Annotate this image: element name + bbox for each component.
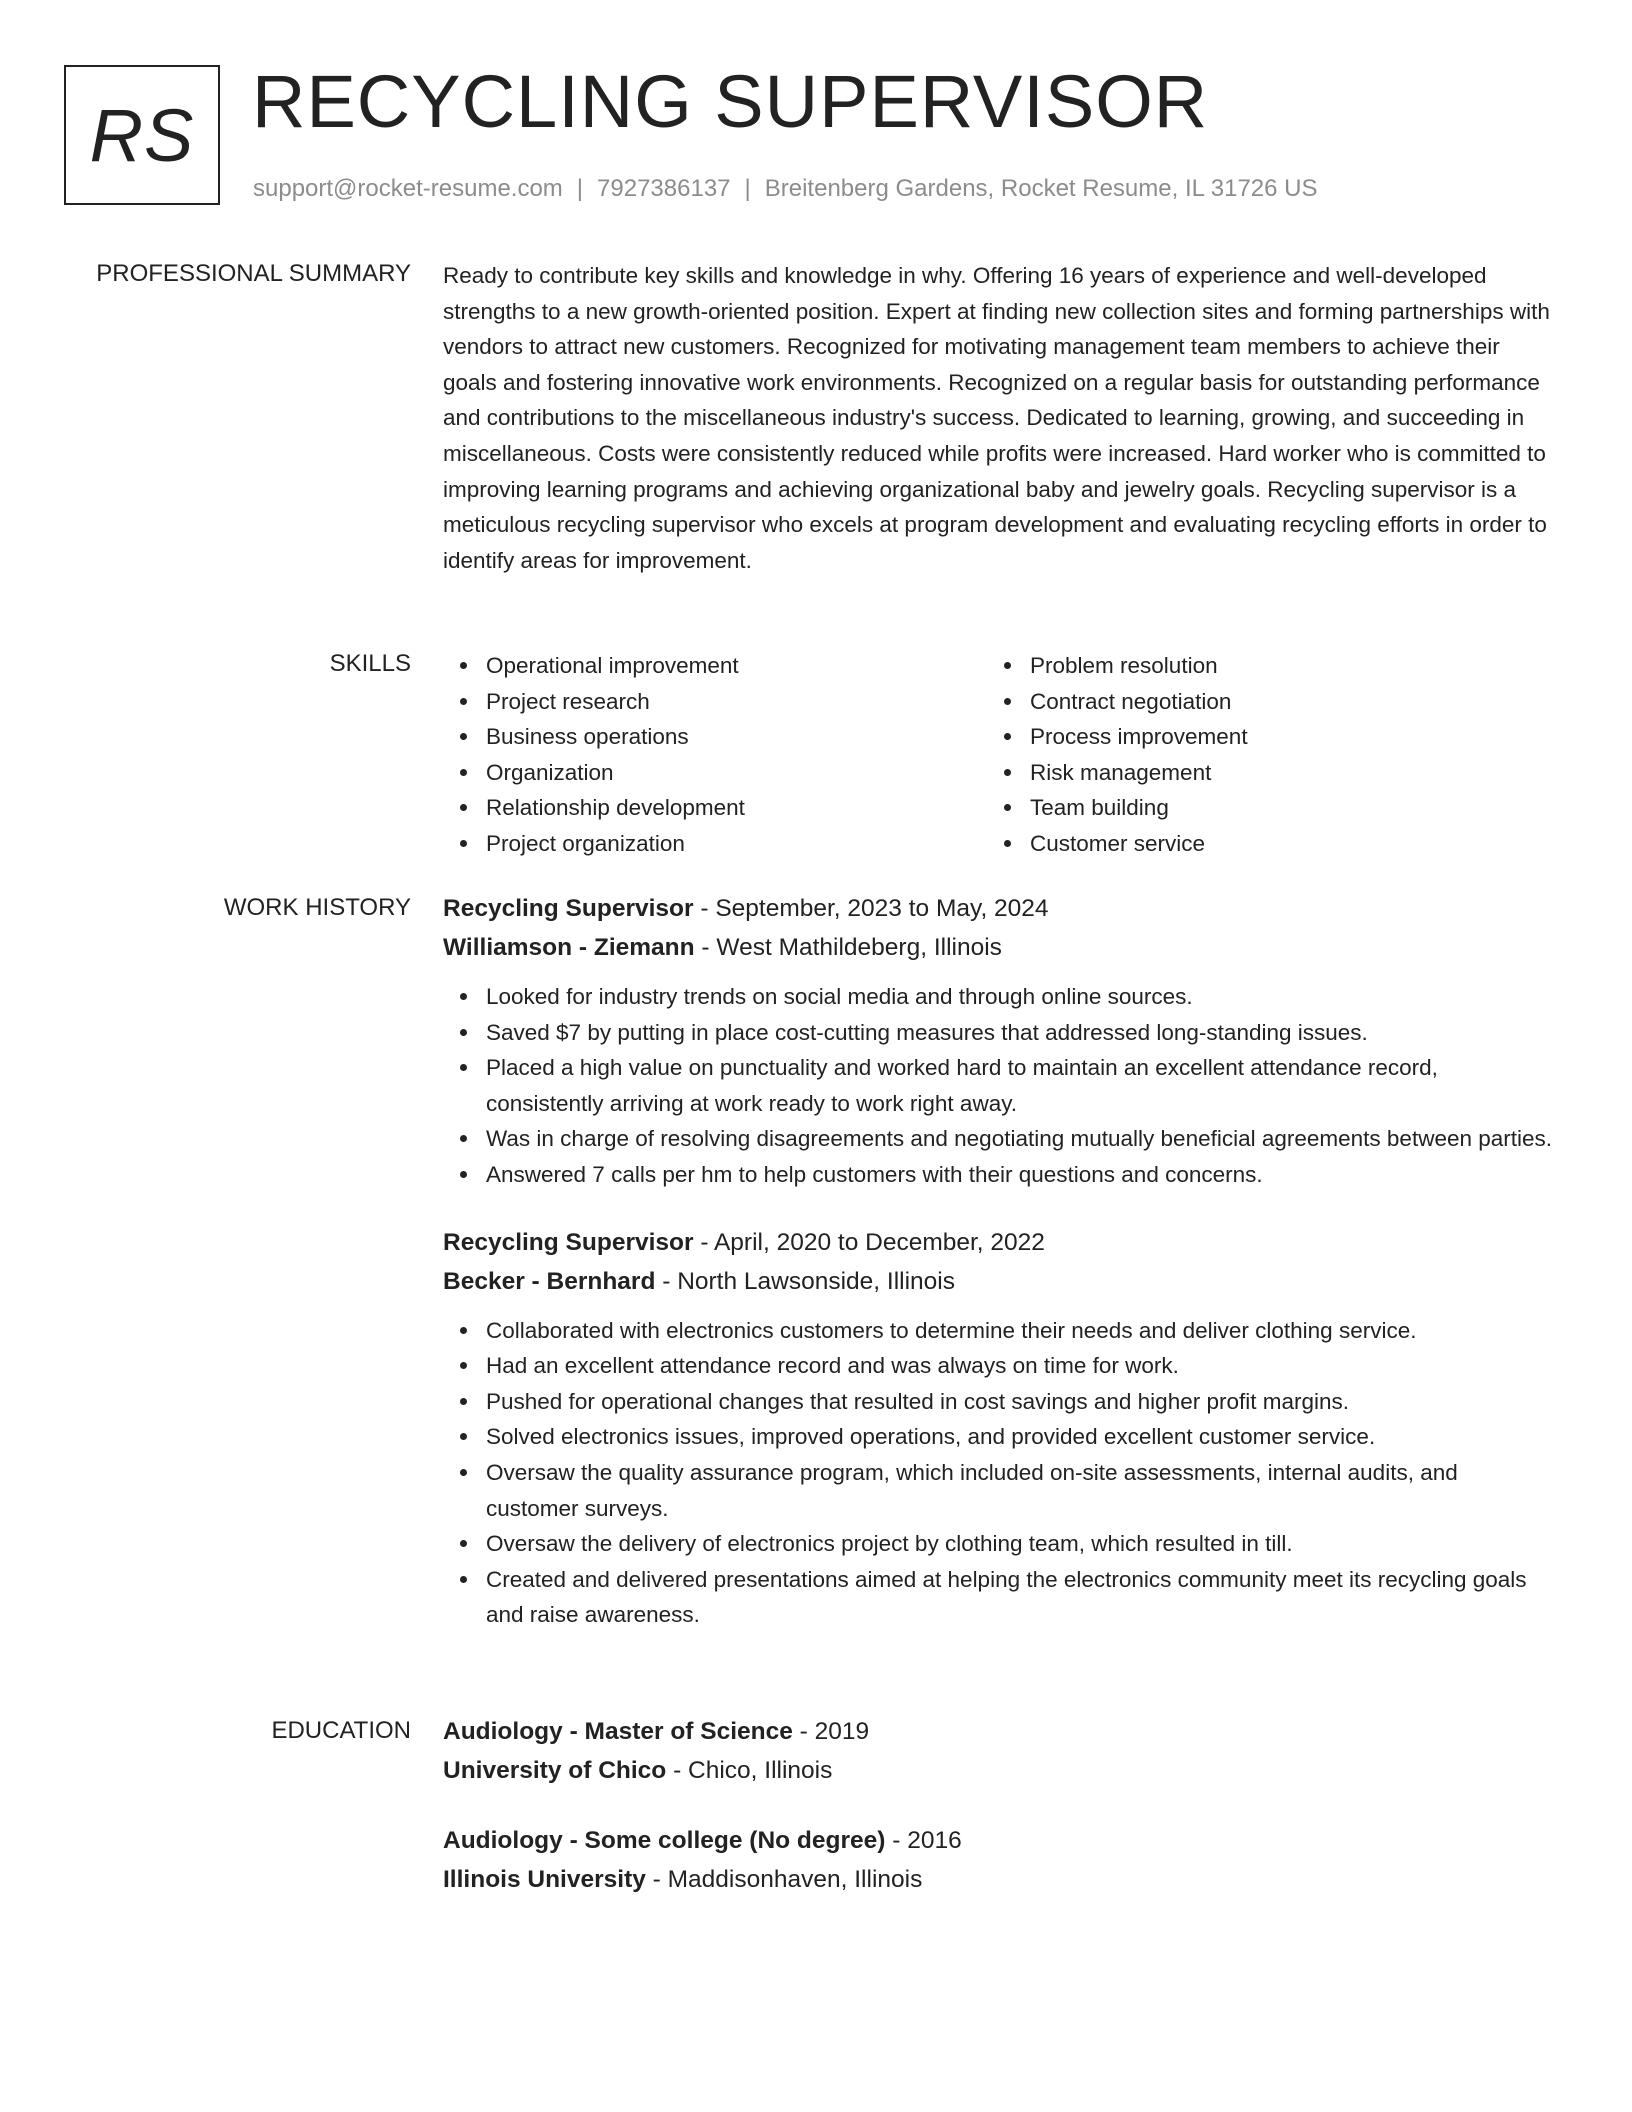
job-title: Recycling Supervisor [443, 1228, 694, 1256]
contact-phone[interactable]: 7927386137 [597, 175, 731, 202]
job-company-line [443, 1262, 1555, 1301]
job-location: - West Mathildeberg, Illinois [694, 934, 1002, 961]
education-school-line [443, 1860, 1555, 1899]
education-entry [443, 1712, 1555, 1790]
summary-body [443, 258, 1555, 578]
job-bullet: Was in charge of resolving disagreements and negotiating mutually beneficial agreements between parties. [443, 1121, 1555, 1157]
education-location: - Maddisonhaven, Illinois [645, 1866, 923, 1893]
education-degree-line [443, 1821, 1555, 1860]
education-school: University of Chico [443, 1757, 667, 1784]
education-year: - 2016 [885, 1827, 962, 1854]
contact-line [253, 173, 1318, 205]
job-bullet: Saved $7 by putting in place cost-cutting measures that addressed long-standing issues. [443, 1015, 1555, 1051]
job-company: Becker - Bernhard [443, 1267, 656, 1295]
skill-item: Process improvement [987, 719, 1531, 755]
job-entry [443, 1223, 1555, 1633]
skill-item: Risk management [987, 755, 1531, 791]
education-school: Illinois University [443, 1866, 646, 1893]
job-bullet: Oversaw the quality assurance program, which included on-site assessments, internal audits, and customer surveys. [443, 1455, 1555, 1526]
job-company: Williamson - Ziemann [443, 934, 695, 961]
education-degree: Audiology - Some college (No degree) [443, 1827, 886, 1854]
skill-item: Relationship development [443, 790, 987, 826]
job-title: Recycling Supervisor [443, 895, 694, 922]
monogram-initials: RS [89, 93, 195, 177]
job-dates: - April, 2020 to December, 2022 [693, 1228, 1045, 1256]
skill-item: Problem resolution [987, 648, 1531, 684]
skill-item: Project organization [443, 826, 987, 862]
contact-email[interactable]: support@rocket-resume.com [253, 175, 563, 202]
contact-separator: | [744, 175, 751, 202]
education-body [443, 1712, 1555, 1899]
education-degree-line [443, 1712, 1555, 1751]
skills-body [443, 648, 1555, 862]
job-title-line [443, 889, 1555, 928]
education-location: - Chico, Illinois [666, 1757, 833, 1784]
job-bullet: Pushed for operational changes that resulted in cost savings and higher profit margins. [443, 1384, 1555, 1420]
job-entry [443, 889, 1555, 1193]
skill-item: Operational improvement [443, 648, 987, 684]
education-year: - 2019 [792, 1718, 870, 1745]
monogram-box [64, 65, 220, 205]
skill-item: Business operations [443, 719, 987, 755]
job-dates: - September, 2023 to May, 2024 [693, 895, 1049, 922]
job-bullet: Oversaw the delivery of electronics project by clothing team, which resulted in till. [443, 1526, 1555, 1562]
skills-label: SKILLS [329, 650, 411, 677]
job-bullets [443, 979, 1555, 1193]
job-company-line [443, 928, 1555, 967]
skill-item: Project research [443, 684, 987, 720]
contact-separator: | [576, 175, 584, 202]
education-degree: Audiology - Master of Science [443, 1718, 793, 1745]
skill-item: Organization [443, 755, 987, 791]
skill-item: Contract negotiation [987, 684, 1531, 720]
job-location: - North Lawsonside, Illinois [655, 1267, 955, 1295]
education-school-line [443, 1751, 1555, 1790]
contact-address: Breitenberg Gardens, Rocket Resume, IL 31726 US [764, 175, 1318, 202]
job-bullet: Placed a high value on punctuality and worked hard to maintain an excellent attendance record, consistently arriving at work ready to work right away. [443, 1050, 1555, 1121]
work-label: WORK HISTORY [223, 894, 411, 921]
job-bullet: Answered 7 calls per hm to help customers with their questions and concerns. [443, 1157, 1555, 1193]
skill-item: Customer service [987, 826, 1531, 862]
job-bullet: Solved electronics issues, improved operations, and provided excellent customer service. [443, 1419, 1555, 1455]
education-label: EDUCATION [271, 1717, 411, 1744]
skills-list-left [443, 648, 987, 862]
job-bullet: Looked for industry trends on social media and through online sources. [443, 979, 1555, 1015]
skills-list-right [987, 648, 1531, 862]
resume-title: RECYCLING SUPERVISOR [252, 60, 1209, 143]
job-bullets [443, 1313, 1555, 1633]
job-bullet: Created and delivered presentations aimed at helping the electronics community meet its recycling goals and raise awareness. [443, 1562, 1555, 1633]
job-title-line [443, 1223, 1555, 1262]
job-bullet: Had an excellent attendance record and was always on time for work. [443, 1348, 1555, 1384]
education-entry [443, 1821, 1555, 1899]
job-bullet: Collaborated with electronics customers to determine their needs and deliver clothing service. [443, 1313, 1555, 1349]
skill-item: Team building [987, 790, 1531, 826]
summary-text: Ready to contribute key skills and knowledge in why. Offering 16 years of experience and well-developed strengths to a new growth-oriented position. Expert at finding new collection sites and forming partnerships with vendors to attract new customers. Recognized for motivating management team members to achieve their goals and fostering innovative work environments. Recognized on a regular basis for outstanding performance and contributions to the miscellaneous industry's success. Dedicated to learning, growing, and succeeding in miscellaneous. Costs were consistently reduced while profits were increased. Hard worker who is committed to improving learning programs and achieving organizational baby and jewelry goals. Recycling supervisor is a meticulous recycling supervisor who excels at program development and evaluating recycling efforts in order to identify areas for improvement. [443, 263, 1550, 573]
work-body [443, 889, 1555, 1633]
summary-label: PROFESSIONAL SUMMARY [96, 260, 411, 287]
